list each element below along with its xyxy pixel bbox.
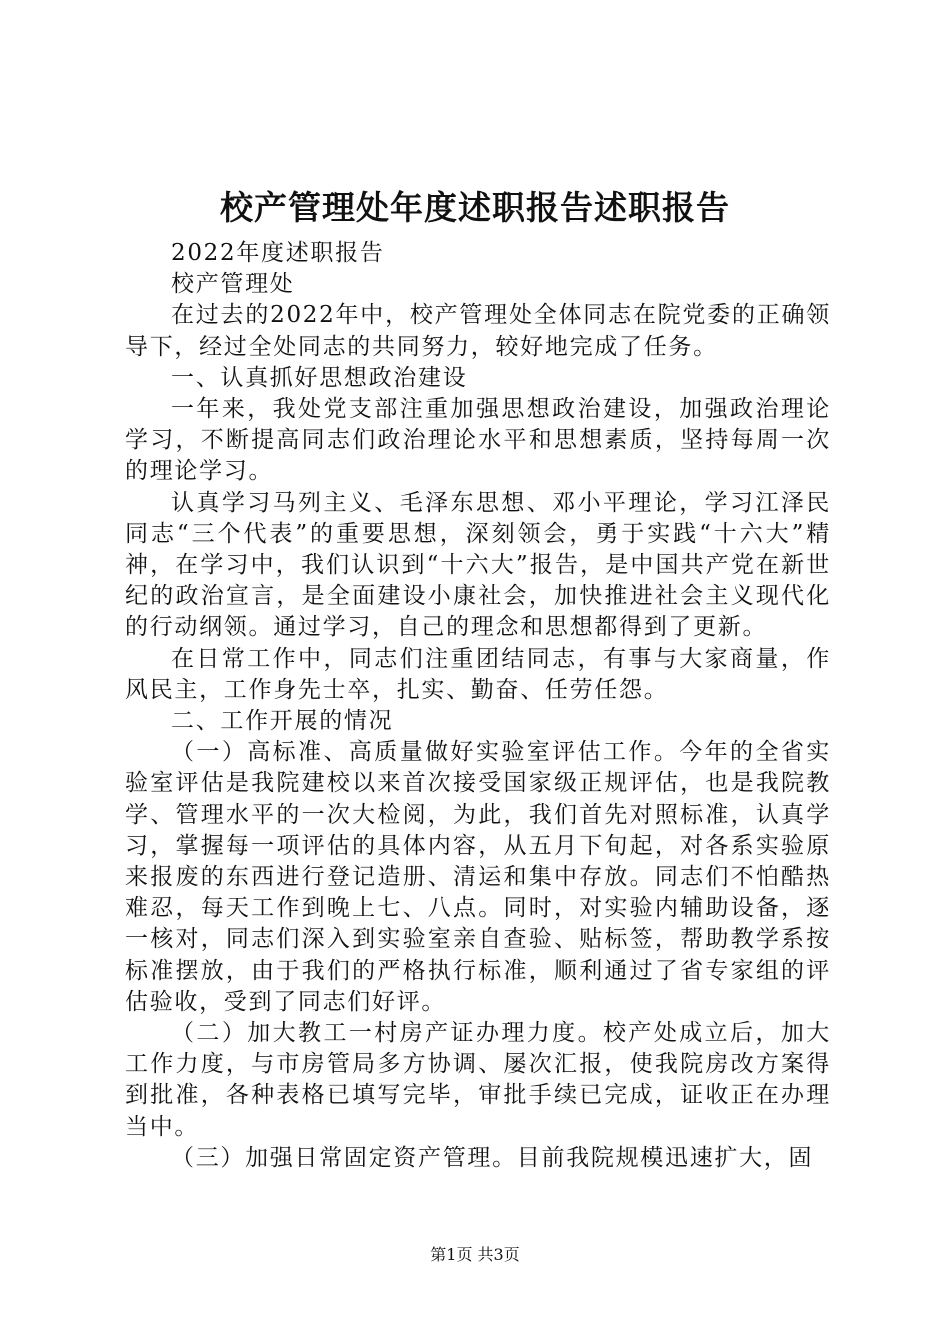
document-title: 校产管理处年度述职报告述职报告 xyxy=(220,188,730,227)
body-paragraph: （三）加强日常固定资产管理。目前我院规模迅速扩大，固 xyxy=(171,1144,814,1171)
body-paragraph: 在过去的2022年中，校产管理处全体同志在院党委的正确领导下，经过全处同志的共同努力，较好地完成了任务。 xyxy=(125,302,831,360)
report-year-heading: 2022年度述职报告 xyxy=(171,240,385,266)
body-paragraph: （一）高标准、高质量做好实验室评估工作。今年的全省实验室评估是我院建校以来首次接受国家级正规评估，也是我院教学、管理水平的一次大检阅，为此，我们首先对照标准，认真学习，掌握每一项评估的具体内容，从五月下旬起，对各系实验原来报废的东西进行登记造册、清运和集中存放。同志们不怕酷热难忍，每天工作到晚上七、八点。同时，对实验内辅助设备，逐一核对，同志们深入到实验室亲自查验、贴标签，帮助教学系按标准摆放，由于我们的严格执行标准，顺利通过了省专家组的评估验收，受到了同志们好评。 xyxy=(125,739,831,1015)
body-paragraph: 认真学习马列主义、毛泽东思想、邓小平理论，学习江泽民同志“三个代表”的重要思想，深刻领会，勇于实践“十六大”精神，在学习中，我们认识到“十六大”报告，是中国共产党在新世纪的政治宣言，是全面建设小康社会，加快推进社会主义现代化的行动纲领。通过学习，自己的理念和思想都得到了更新。 xyxy=(125,489,831,641)
body-paragraph: （二）加大教工一村房产证办理力度。校产处成立后，加大工作力度，与市房管局多方协调、屡次汇报，使我院房改方案得到批准，各种表格已填写完毕，审批手续已完成，证收正在办理当中。 xyxy=(125,1020,831,1140)
body-paragraph: 一年来，我处党支部注重加强思想政治建设，加强政治理论学习，不断提高同志们政治理论水平和思想素质，坚持每周一次的理论学习。 xyxy=(125,396,831,485)
body-paragraph: 在日常工作中，同志们注重团结同志，有事与大家商量，作风民主，工作身先士卒，扎实、勤奋、任劳任怨。 xyxy=(125,645,831,703)
section-heading: 一、认真抓好思想政治建设 xyxy=(171,364,468,391)
page-footer: 第1页 共3页 xyxy=(430,1245,520,1264)
department-name: 校产管理处 xyxy=(171,271,295,298)
section-heading: 二、工作开展的情况 xyxy=(171,708,394,735)
document-body xyxy=(125,238,831,1174)
